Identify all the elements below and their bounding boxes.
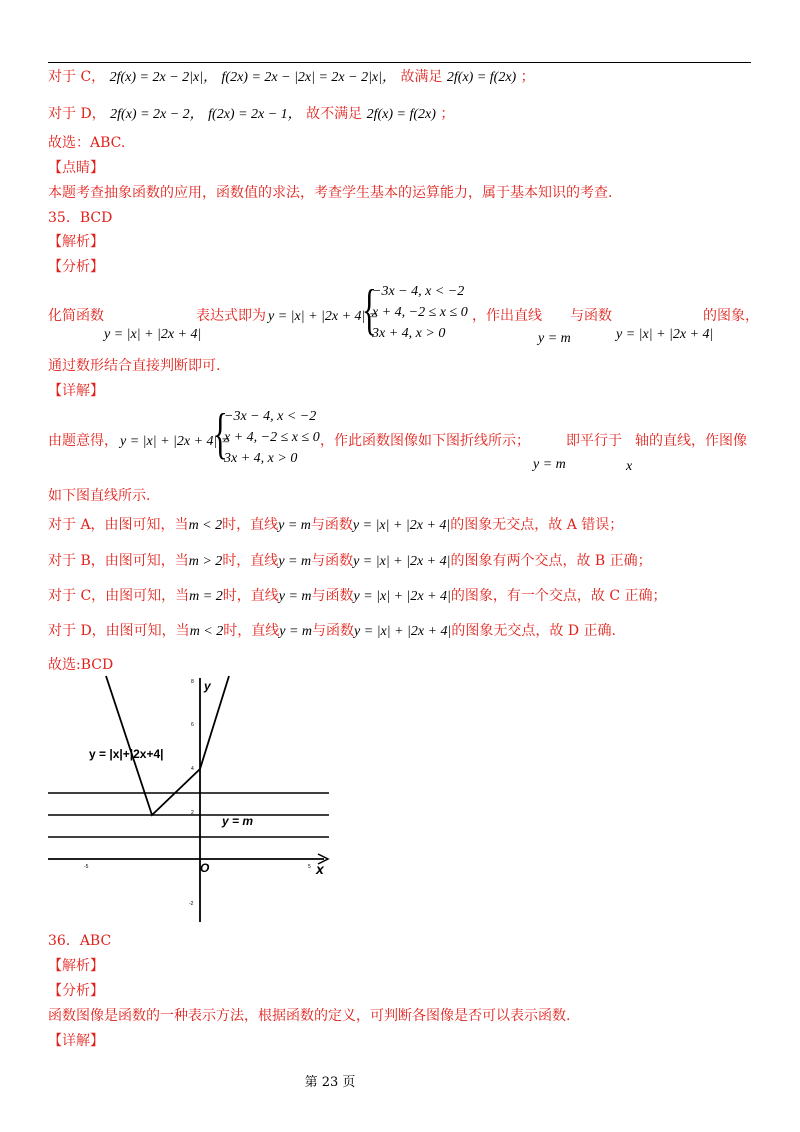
- hua-text1: 化简函数: [48, 308, 104, 324]
- x-tick-5: 5: [308, 864, 311, 870]
- youti-text4: 轴的直线，作图像: [635, 433, 747, 449]
- d-text: 故不满足: [306, 106, 363, 122]
- case-6: 3x + 4, x > 0: [224, 451, 298, 466]
- option-d-verify-line: [48, 105, 454, 124]
- line-y-m-label: y = m: [222, 814, 254, 828]
- case-2: x + 4, −2 ≤ x ≤ 0: [372, 305, 468, 320]
- c-math1: 2f(x) = 2x − 2|x|，: [109, 70, 218, 85]
- ruxia-text: 如下图直线所示.: [48, 488, 151, 504]
- c-prefix: 对于 C，: [48, 69, 106, 85]
- function-label: y = |x|+|2x+4|: [89, 747, 164, 761]
- xiangjie-heading-36: 【详解】: [48, 1033, 104, 1049]
- case-1: −3x − 4, x < −2: [372, 284, 465, 299]
- brace-2: {: [213, 403, 228, 465]
- hua-text2: 表达式即为: [196, 308, 266, 324]
- brace-1: {: [362, 279, 377, 341]
- option-c-verify-line: [48, 68, 535, 87]
- option-d-line: 对于 D，由图可知，当m < 2时，直线y = m与函数y = |x| + |2x + 4|的图象无交点，故 D 正确.: [48, 623, 616, 639]
- d-math1: 2f(x) = 2x − 2，: [110, 107, 204, 122]
- y-tick-4: 4: [191, 766, 194, 772]
- d-end: ；: [440, 106, 455, 122]
- hua-text5: 的图象，: [703, 308, 759, 324]
- youti-text3: 即平行于: [566, 433, 622, 449]
- option-a-line: 对于 A，由图可知，当m < 2时，直线y = m与函数y = |x| + |2x + 4|的图象无交点，故 A 错误；: [48, 517, 624, 533]
- dianjing-text: 本题考查抽象函数的应用，函数值的求法，考查学生基本的运算能力，属于基本知识的考查.: [48, 185, 613, 201]
- dianjing-heading: 【点睛】: [48, 160, 104, 176]
- option-b-line: 对于 B，由图可知，当m > 2时，直线y = m与函数y = |x| + |2x + 4|的图象有两个交点，故 B 正确；: [48, 553, 652, 569]
- youti-text2: ，作此函数图像如下图折线所示；: [320, 433, 530, 449]
- question-36-answer: 36．ABC: [48, 933, 112, 949]
- xiangjie-heading-35: 【详解】: [48, 383, 104, 399]
- option-c-line: 对于 C，由图可知，当m = 2时，直线y = m与函数y = |x| + |2x + 4|的图象，有一个交点，故 C 正确；: [48, 588, 667, 604]
- c-math3: 2f(x) = f(2x): [446, 70, 517, 85]
- case-3: 3x + 4, x > 0: [372, 326, 446, 341]
- hua-func3: y = |x| + |2x + 4|: [616, 327, 714, 342]
- youti-ym: y = m: [533, 457, 566, 472]
- y-tick-2: 2: [191, 810, 194, 816]
- function-graph: [44, 672, 344, 927]
- d-math2: f(2x) = 2x − 1，: [208, 107, 302, 122]
- youti-text: 由题意得，: [48, 433, 118, 449]
- fenxi-36-text: 函数图像是函数的一种表示方法，根据函数的定义，可判断各图像是否可以表示函数.: [48, 1008, 571, 1024]
- jiexi-heading-36: 【解析】: [48, 958, 104, 974]
- y-tick-6: 6: [191, 722, 194, 728]
- question-35-answer: 35．BCD: [48, 210, 113, 226]
- youti-x: x: [626, 459, 633, 474]
- c-end: ；: [520, 69, 535, 85]
- case-4: −3x − 4, x < −2: [224, 409, 317, 424]
- page-footer: 第 23 页: [304, 1075, 356, 1090]
- d-prefix: 对于 D，: [48, 106, 106, 122]
- hua-text3: ，作出直线: [472, 308, 542, 324]
- jiexi-heading-35: 【解析】: [48, 234, 104, 250]
- youti-func: y = |x| + |2x + 4| =: [120, 434, 231, 449]
- hua-text4: 与函数: [570, 308, 612, 324]
- x-tick-neg5: -5: [84, 864, 89, 870]
- c-text: 故满足: [400, 69, 443, 85]
- fenxi-heading-36: 【分析】: [48, 983, 104, 999]
- origin-label: O: [200, 861, 210, 875]
- fenxi-heading-35: 【分析】: [48, 259, 104, 275]
- hua-func2: y = |x| + |2x + 4| =: [268, 309, 379, 324]
- y-tick-neg2: -2: [189, 901, 194, 907]
- hua-ym: y = m: [538, 331, 571, 346]
- d-math3: 2f(x) = f(2x): [366, 107, 436, 122]
- tongguo-text: 通过数形结合直接判断即可.: [48, 358, 221, 374]
- choose-bcd: 故选:BCD: [48, 657, 114, 673]
- choose-abc: 故选：ABC.: [48, 135, 126, 151]
- y-tick-8: 8: [191, 679, 194, 685]
- case-5: x + 4, −2 ≤ x ≤ 0: [224, 430, 320, 445]
- hua-func: y = |x| + |2x + 4|: [104, 327, 202, 342]
- header-rule: [48, 62, 751, 63]
- function-polyline: [106, 676, 229, 815]
- y-axis-label: y: [204, 679, 211, 693]
- x-axis-label: x: [316, 861, 324, 877]
- c-math2: f(2x) = 2x − |2x| = 2x − 2|x|，: [221, 70, 396, 85]
